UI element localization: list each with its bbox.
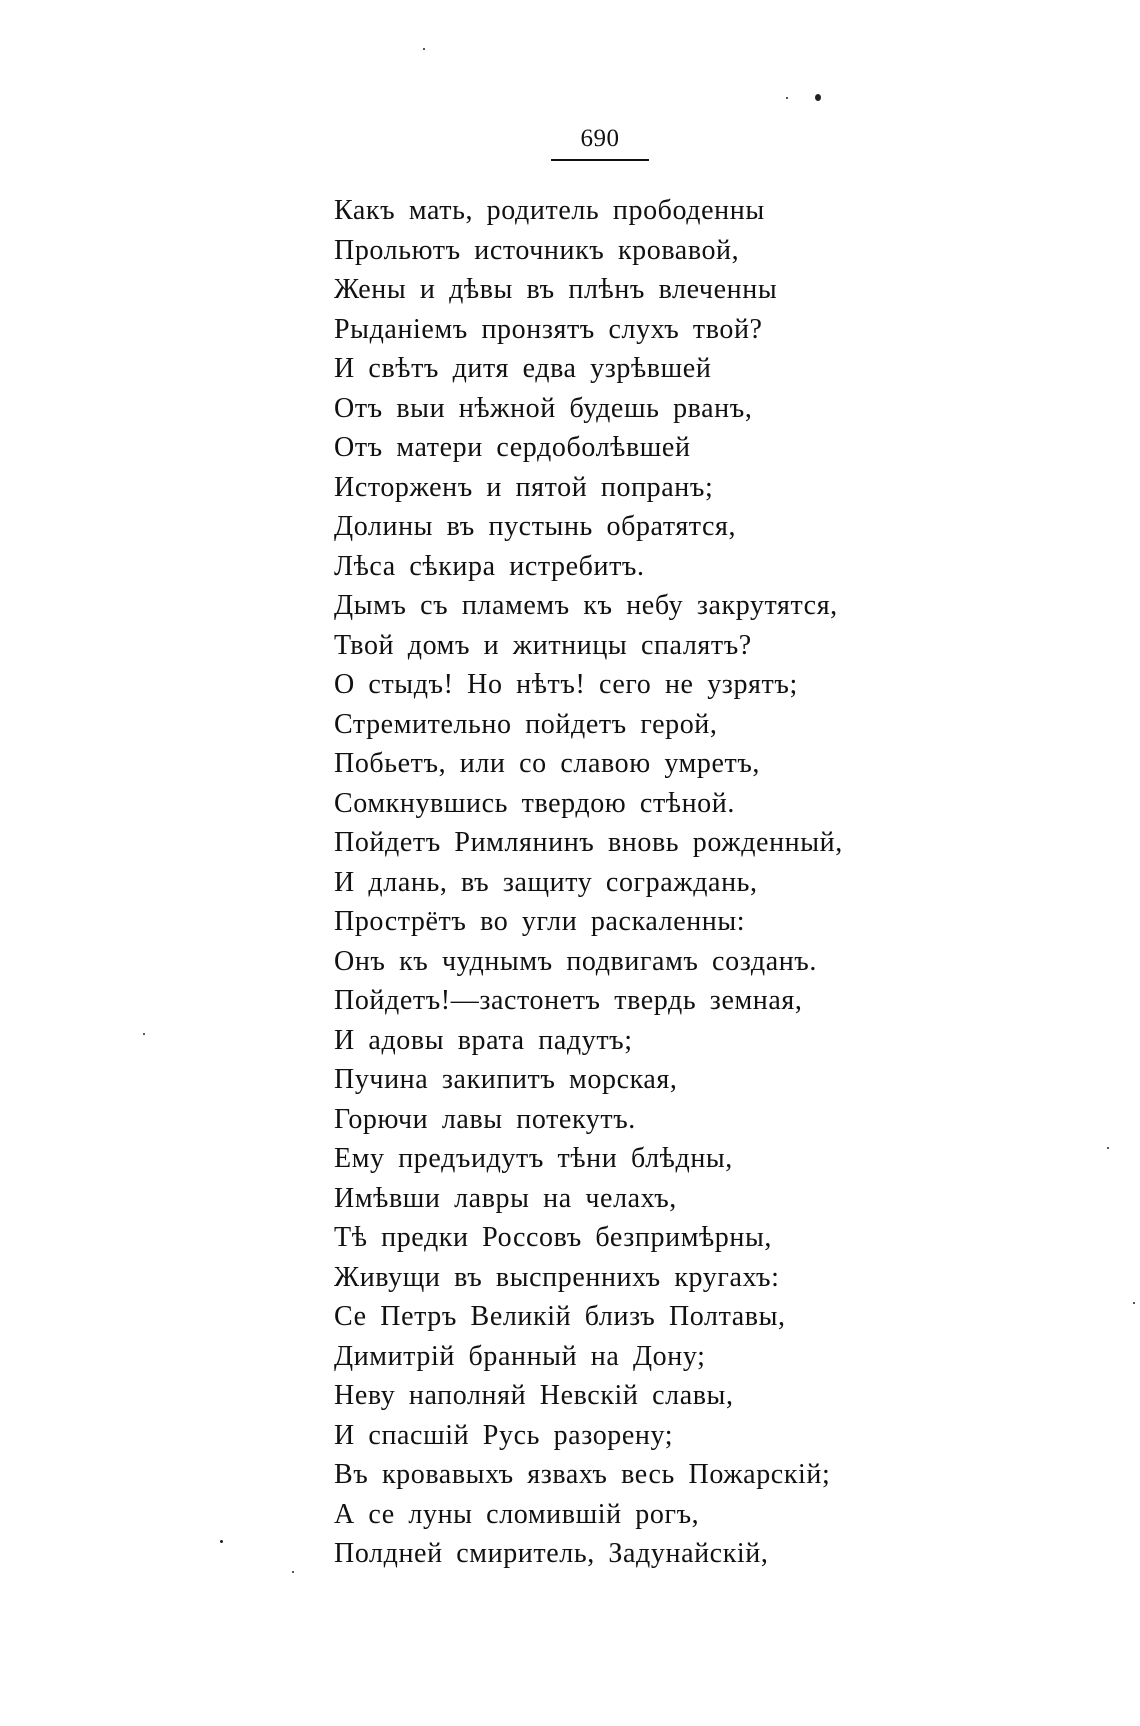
scan-speck — [815, 94, 821, 101]
poem-line: Ему предъидутъ тѣни блѣдны, — [334, 1143, 733, 1174]
poem-line: Пойдетъ!—застонетъ твердь земная, — [334, 985, 803, 1016]
scan-speck — [1107, 1147, 1109, 1149]
poem-line: Долины въ пустынь обратятся, — [334, 511, 737, 542]
poem-line: Имѣвши лавры на челахъ, — [334, 1182, 677, 1214]
poem-line: Полдней смиритель, Задунайскій, — [334, 1538, 769, 1569]
poem-line: Стремительно пойдетъ герой, — [334, 708, 718, 740]
poem-line: Жены и дѣвы въ плѣнъ влеченны — [334, 274, 778, 305]
page-number: 690 — [580, 125, 620, 152]
poem-line: Какъ мать, родитель прободенны — [334, 195, 765, 226]
poem-line: Пучина закипитъ морская, — [334, 1064, 678, 1095]
poem-line: Отъ выи нѣжной будешь рванъ, — [334, 392, 753, 424]
poem-line: А се луны сломившій рогъ, — [334, 1498, 700, 1530]
poem-line: Отъ матери сердоболѣвшей — [334, 432, 691, 463]
poem-line: Тѣ предки Россовъ безпримѣрны, — [334, 1222, 773, 1253]
poem-line: Въ кровавыхъ язвахъ весь Пожарскій; — [334, 1459, 831, 1490]
poem-line: Прольютъ источникъ кровавой, — [334, 234, 740, 266]
page-number-rule — [551, 159, 649, 161]
scan-speck — [423, 48, 425, 50]
poem-line: Побьетъ, или со славою умретъ, — [334, 748, 761, 779]
poem-line: Се Петръ Великій близъ Полтавы, — [334, 1301, 786, 1332]
poem-line: О стыдъ! Но нѣтъ! сего не узрятъ; — [334, 669, 798, 700]
poem-line: Лѣса сѣкира истребитъ. — [334, 550, 645, 582]
poem-line: Прострётъ во угли раскаленны: — [334, 906, 746, 937]
poem-line: Пойдетъ Римлянинъ вновь рожденный, — [334, 827, 843, 858]
poem-line: Твой домъ и житницы спалятъ? — [334, 629, 752, 661]
scan-speck — [292, 1571, 294, 1573]
poem-line: Неву наполняй Невскій славы, — [334, 1380, 734, 1411]
scan-speck — [786, 97, 788, 99]
poem-line: Онъ къ чуднымъ подвигамъ созданъ. — [334, 945, 817, 977]
poem-line: Дымъ съ пламемъ къ небу закрутятся, — [334, 590, 838, 621]
scan-speck — [1133, 1302, 1135, 1304]
poem-line: Горючи лавы потекутъ. — [334, 1103, 636, 1135]
poem-line: Рыданіемъ пронзятъ слухъ твой? — [334, 313, 763, 345]
poem-line: Исторженъ и пятой попранъ; — [334, 471, 714, 503]
scan-speck — [220, 1540, 223, 1543]
poem-text — [334, 191, 843, 1574]
poem-line: И свѣтъ дитя едва узрѣвшей — [334, 353, 712, 384]
poem-line: Сомкнувшись твердою стѣной. — [334, 787, 735, 819]
poem-line: Живущи въ выспреннихъ кругахъ: — [334, 1261, 780, 1293]
poem-line: Димитрій бранный на Дону; — [334, 1340, 706, 1372]
poem-line: И длань, въ защиту сограждань, — [334, 866, 758, 898]
poem-line: И спасшій Русь разорену; — [334, 1419, 674, 1451]
poem-line: И адовы врата падутъ; — [334, 1024, 633, 1056]
scan-speck — [143, 1033, 145, 1035]
